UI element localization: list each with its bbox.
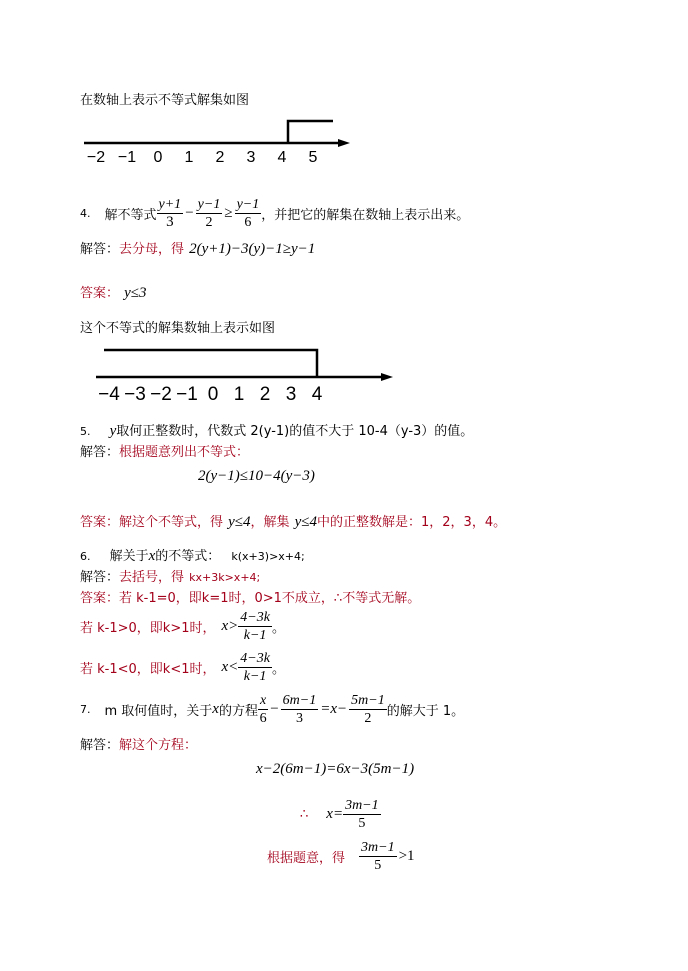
tick-label: 0 bbox=[153, 149, 163, 166]
tick-label: 1 bbox=[184, 149, 194, 166]
solution-caption-2: 这个不等式的解集数轴上表示如图 bbox=[80, 321, 276, 336]
tick-label: 0 bbox=[207, 384, 219, 404]
fraction: $\frac{y+1}{3}$ bbox=[158, 196, 182, 230]
fraction: $\frac{y-1}{2}$ bbox=[197, 196, 221, 230]
tick-label: −1 bbox=[117, 149, 137, 166]
q5-solution-step: 解答：根据题意列出不等式： bbox=[80, 445, 250, 460]
question-7: 7. m 取何值时，关于 x 的方程 $\frac{x}{6}$ − $\frac{6m-1}{3}$ =x− $\frac{5m-1}{2}$ 的解大于 1。 bbox=[80, 692, 465, 726]
solution-ray bbox=[104, 350, 317, 377]
q7-solution: ∴ x= $\frac{3m-1}{5}$ bbox=[300, 797, 379, 831]
q7-solution-step: 解答：解这个方程： bbox=[80, 738, 198, 753]
tick-label: 2 bbox=[259, 384, 271, 404]
q7-condition: 根据题意，得 $\frac{3m-1}{5}$ >1 bbox=[267, 839, 415, 873]
tick-label: 3 bbox=[246, 149, 256, 166]
tick-label: 1 bbox=[233, 384, 245, 404]
number-line-1 bbox=[80, 112, 355, 170]
tick-label: −3 bbox=[124, 384, 146, 404]
question-number: 4. bbox=[80, 206, 91, 220]
q6-answer: 答案：若 k-1=0，即k=1时，0>1不成立，∴不等式无解。 bbox=[80, 591, 421, 606]
tick-label: −1 bbox=[176, 384, 198, 404]
tick-label: 4 bbox=[277, 149, 287, 166]
q4-answer: 答案： y≤3 bbox=[80, 285, 147, 301]
solution-caption-1: 在数轴上表示不等式解集如图 bbox=[80, 93, 250, 108]
fraction: $\frac{5m-1}{2}$ bbox=[351, 692, 385, 726]
tick-label: 5 bbox=[308, 149, 318, 166]
fraction: $\frac{y-1}{6}$ bbox=[236, 196, 260, 230]
fraction: $\frac{4-3k}{k-1}$ bbox=[240, 650, 270, 684]
tick-label: 3 bbox=[285, 384, 297, 404]
question-text: 解不等式 bbox=[104, 207, 157, 223]
axis-arrow bbox=[338, 139, 350, 147]
solution-ray bbox=[288, 121, 333, 143]
question-6: 6. 解关于x的不等式： k(x+3)>x+4; bbox=[80, 548, 305, 564]
q6-solution-step: 解答：去括号，得 kx+3k>x+4; bbox=[80, 570, 261, 585]
fraction: $\frac{4-3k}{k-1}$ bbox=[240, 609, 270, 643]
q6-case-2: 若 k-1<0，即k<1时， x< $\frac{4-3k}{k-1}$ 。 bbox=[80, 650, 285, 684]
fraction: $\frac{3m-1}{5}$ bbox=[361, 839, 395, 873]
q7-equation: x−2(6m−1)=6x−3(5m−1) bbox=[256, 761, 415, 777]
tick-label: −4 bbox=[98, 384, 120, 404]
question-text-end: ，并把它的解集在数轴上表示出来。 bbox=[261, 207, 470, 223]
fraction: $\frac{3m-1}{5}$ bbox=[345, 797, 379, 831]
question-5: 5. y取何正整数时，代数式 2(y-1)的值不大于 10-4（y-3）的值。 bbox=[80, 423, 474, 439]
question-4: 4. 解不等式 $\frac{y+1}{3}$ − $\frac{y-1}{2}$ ≥ $\frac{y-1}{6}$ ，并把它的解集在数轴上表示出来。 bbox=[80, 196, 470, 230]
equation: 2(y+1)−3(y)−1≥y−1 bbox=[189, 241, 316, 257]
tick-label: 4 bbox=[311, 384, 323, 404]
q6-case-1: 若 k-1>0，即k>1时， x> $\frac{4-3k}{k-1}$ 。 bbox=[80, 609, 285, 643]
tick-label: 2 bbox=[215, 149, 225, 166]
q5-answer: 答案：解这个不等式，得 y≤4，解集 y≤4中的正整数解是：1，2，3，4。 bbox=[80, 514, 507, 530]
tick-label: −2 bbox=[150, 384, 172, 404]
axis-arrow bbox=[381, 373, 393, 381]
fraction: $\frac{6m-1}{3}$ bbox=[282, 692, 317, 726]
q4-solution-step: 解答：去分母，得 2(y+1)−3(y)−1≥y−1 bbox=[80, 241, 316, 257]
number-line-2 bbox=[92, 342, 397, 404]
fraction: $\frac{x}{6}$ bbox=[259, 692, 267, 726]
tick-label: −2 bbox=[86, 149, 106, 166]
q5-inequality: 2(y−1)≤10−4(y−3) bbox=[198, 468, 315, 484]
